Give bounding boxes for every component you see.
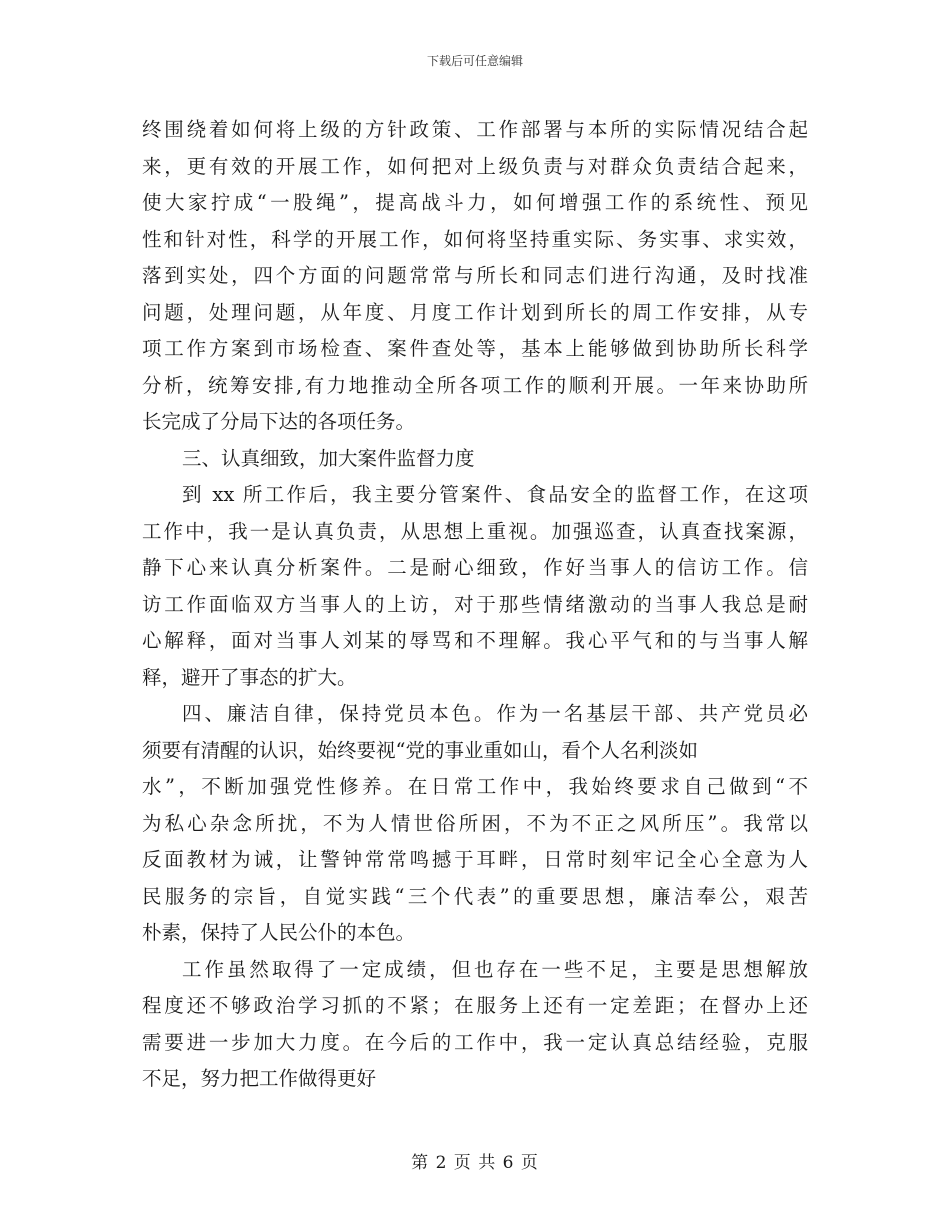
- body-line: 来，更有效的开展工作，如何把对上级负责与对群众负责结合起来，: [142, 154, 808, 178]
- body-line: 心解释，面对当事人刘某的辱骂和不理解。我心平气和的与当事人解: [142, 629, 808, 652]
- body-line: 性和针对性，科学的开展工作，如何将坚持重实际、务实事、求实效，: [142, 227, 808, 251]
- body-line: 需要进一步加大力度。在今后的工作中，我一定认真总结经验，克服: [142, 1030, 808, 1054]
- body-line: 不足，努力把工作做得更好: [142, 1067, 377, 1090]
- page-header-note: 下载后可任意编辑: [426, 54, 523, 68]
- body-line: 到 xx 所工作后，我主要分管案件、食品安全的监督工作，在这项: [182, 483, 808, 506]
- body-line: 民服务的宗旨，自觉实践“三个代表”的重要思想，廉洁奉公，艰苦: [142, 884, 808, 908]
- page-number: 第 2 页 共 6 页: [411, 1153, 539, 1173]
- body-line: 落到实处，四个方面的问题常常与所长和同志们进行沟通，及时找准: [142, 264, 808, 287]
- body-line: 问题，处理问题，从年度、月度工作计划到所长的周工作安排，从专: [142, 300, 808, 324]
- body-line: 长完成了分局下达的各项任务。: [142, 410, 416, 433]
- body-line: 工作虽然取得了一定成绩，但也存在一些不足，主要是思想解放: [182, 957, 808, 981]
- body-line: 水”，不断加强党性修养。在日常工作中，我始终要求自己做到“不: [142, 775, 808, 798]
- body-line: 终围绕着如何将上级的方针政策、工作部署与本所的实际情况结合起: [142, 118, 808, 141]
- body-line: 为私心杂念所扰，不为人情世俗所困，不为不正之风所压”。我常以: [142, 811, 808, 835]
- body-line: 项工作方案到市场检查、案件查处等，基本上能够做到协助所长科学: [142, 337, 808, 360]
- body-line: 静下心来认真分析案件。二是耐心细致，作好当事人的信访工作。信: [142, 556, 808, 579]
- section-heading: 三、认真细致，加大案件监督力度: [182, 446, 475, 470]
- body-line: 须要有清醒的认识，始终要视“党的事业重如山，看个人名利淡如: [142, 738, 698, 762]
- body-line: 程度还不够政治学习抓的不紧；在服务上还有一定差距；在督办上还: [142, 994, 808, 1017]
- body-line: 使大家拧成“一股绳”，提高战斗力，如何增强工作的系统性、预见: [142, 191, 808, 214]
- body-line: 工作中，我一是认真负责，从思想上重视。加强巡查，认真查找案源，: [142, 519, 808, 543]
- document-body: [142, 112, 808, 1098]
- body-line: 四、廉洁自律，保持党员本色。作为一名基层干部、共产党员必: [182, 702, 808, 725]
- body-line: 访工作面临双方当事人的上访，对于那些情绪激动的当事人我总是耐: [142, 592, 808, 616]
- body-line: 释，避开了事态的扩大。: [142, 665, 357, 689]
- body-line: 朴素，保持了人民公仆的本色。: [142, 921, 416, 944]
- body-line: 反面教材为诫，让警钟常常鸣撼于耳畔，日常时刻牢记全心全意为人: [142, 848, 808, 871]
- body-line: 分析，统筹安排,有力地推动全所各项工作的顺利开展。一年来协助所: [142, 373, 808, 397]
